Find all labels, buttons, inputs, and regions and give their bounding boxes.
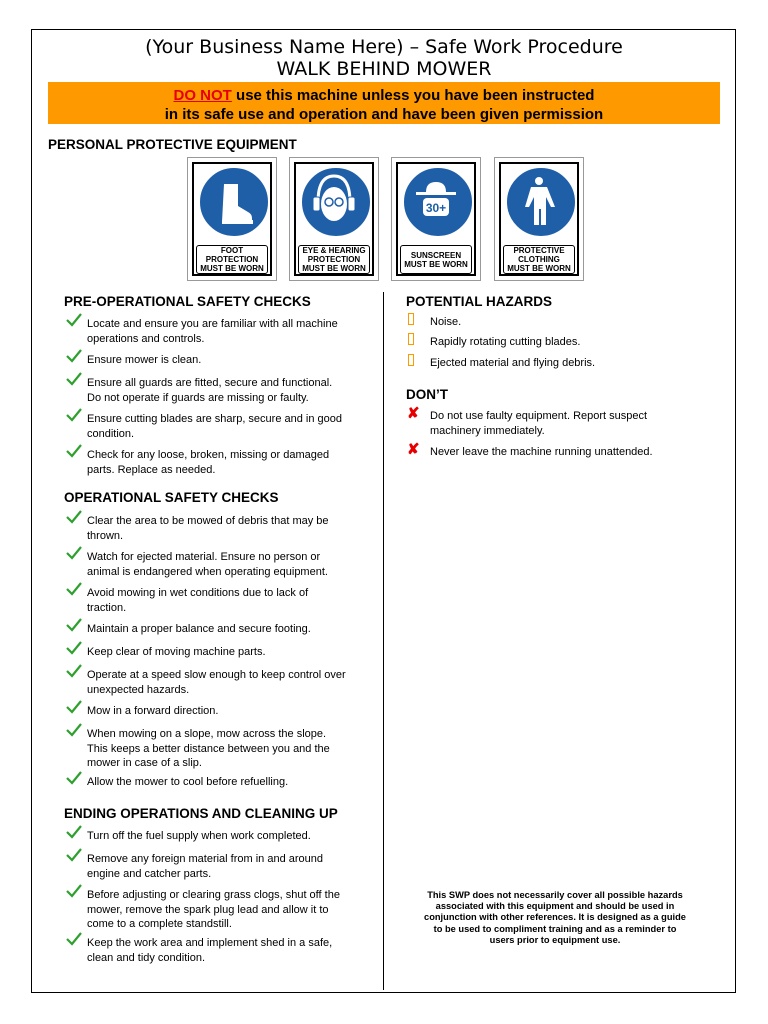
ppe-sign-label: PROTECTIVE CLOTHING MUST BE WORN (503, 245, 575, 274)
checkmark-icon (66, 771, 82, 785)
pre-operational-item (87, 376, 332, 405)
checkmark-icon (66, 546, 82, 560)
ending-item (87, 852, 323, 881)
operational-heading: OPERATIONAL SAFETY CHECKS (64, 490, 279, 505)
checkmark-icon (66, 408, 82, 422)
operational-item (87, 550, 328, 579)
dont-item (430, 445, 653, 460)
ending-heading: ENDING OPERATIONS AND CLEANING UP (64, 806, 338, 821)
ppe-sign-label: SUNSCREEN MUST BE WORN (400, 245, 472, 274)
cross-icon: ✘ (407, 405, 420, 422)
checkmark-icon (66, 641, 82, 655)
checkmark-icon (66, 444, 82, 458)
hazard-item: Rapidly rotating cutting blades. (430, 336, 581, 348)
ppe-sign-sunscreen (391, 157, 481, 281)
cross-icon: ✘ (407, 441, 420, 458)
hazards-heading: POTENTIAL HAZARDS (406, 294, 553, 309)
pre-operational-item (87, 317, 338, 346)
hazard-item: Ejected material and flying debris. (430, 357, 596, 369)
column-divider (383, 292, 384, 990)
operational-item (87, 727, 330, 771)
item-line: Ensure all guards are fitted, secure and functional. (87, 377, 333, 389)
item-line: Clear the area to be mowed of debris that may be (87, 515, 329, 527)
operational-item (87, 622, 311, 637)
checkmark-icon (66, 618, 82, 632)
checkmark-icon (66, 723, 82, 737)
do-not-text: DO NOT (173, 87, 232, 104)
hazard-bullet-icon (408, 333, 414, 345)
hat-sunscreen-icon (398, 164, 478, 244)
checkmark-icon (66, 848, 82, 862)
item-line: Do not use faulty equipment. Report suspect (430, 410, 648, 422)
operational-item (87, 668, 346, 697)
item-line: machinery immediately. (430, 424, 545, 437)
ppe-heading: PERSONAL PROTECTIVE EQUIPMENT (48, 137, 297, 152)
checkmark-icon (66, 349, 82, 363)
pre-operational-heading: PRE-OPERATIONAL SAFETY CHECKS (64, 294, 311, 309)
checkmark-icon (66, 372, 82, 386)
checkmark-icon (66, 884, 82, 898)
item-line: This keeps a better distance between you and the (87, 742, 330, 755)
ppe-sign-foot (187, 157, 277, 281)
ppe-sign-label: FOOT PROTECTION MUST BE WORN (196, 245, 268, 274)
item-line: operations and controls. (87, 332, 205, 345)
checkmark-icon (66, 510, 82, 524)
checkmark-icon (66, 825, 82, 839)
item-line: Locate and ensure you are familiar with all machine (87, 318, 338, 330)
item-line: mower, remove the spark plug lead and allow it to (87, 903, 329, 916)
item-line: Keep the work area and implement shed in a safe, (87, 937, 333, 949)
operational-item (87, 645, 266, 660)
hazard-item: Noise. (430, 316, 462, 328)
item-line: engine and catcher parts. (87, 867, 212, 880)
item-line: Never leave the machine running unattended. (430, 446, 653, 458)
machine-title: WALK BEHIND MOWER (276, 58, 492, 80)
item-line: Before adjusting or clearing grass clogs, shut off the (87, 889, 340, 901)
item-line: unexpected hazards. (87, 683, 190, 696)
item-line: thrown. (87, 529, 124, 542)
overalls-icon (501, 164, 581, 244)
item-line: Turn off the fuel supply when work completed. (87, 830, 311, 842)
disclaimer-note: This SWP does not necessarily cover all possible hazards associated with this equipment and should be used in conjunction with other references. It is designed as a guide to be used to compliment training and as a reminder to users prior to equipment use. (424, 890, 686, 945)
ending-item (87, 936, 332, 965)
checkmark-icon (66, 700, 82, 714)
banner-line-1-rest: use this machine unless you have been instructed (231, 87, 595, 104)
ppe-sign-label: EYE & HEARING PROTECTION MUST BE WORN (298, 245, 370, 274)
boot-icon (194, 164, 274, 244)
operational-item (87, 514, 329, 543)
item-line: clean and tidy condition. (87, 951, 206, 964)
checkmark-icon (66, 582, 82, 596)
ppe-sign-clothing (494, 157, 584, 281)
hazard-bullet-icon (408, 354, 414, 366)
item-line: Watch for ejected material. Ensure no person or (87, 551, 321, 563)
item-line: Check for any loose, broken, missing or damaged (87, 449, 330, 461)
business-title: (Your Business Name Here) – Safe Work Procedure (145, 36, 623, 58)
item-line: mower in case of a slip. (87, 757, 202, 769)
operational-item (87, 775, 288, 790)
item-line: Ensure cutting blades are sharp, secure and in good (87, 413, 342, 425)
checkmark-icon (66, 932, 82, 946)
item-line: Avoid mowing in wet conditions due to lack of (87, 587, 309, 599)
pre-operational-item (87, 448, 329, 477)
dont-item (430, 409, 647, 438)
operational-item (87, 586, 308, 615)
checkmark-icon (66, 664, 82, 678)
checkmark-icon (66, 313, 82, 327)
banner-line-2: in its safe use and operation and have been given permission (164, 106, 604, 123)
item-line: parts. Replace as needed. (87, 463, 216, 476)
item-line: traction. (87, 601, 127, 614)
item-line: Mow in a forward direction. (87, 705, 219, 717)
face-earmuffs-icon (296, 164, 376, 244)
ending-item (87, 829, 311, 844)
pre-operational-item (87, 353, 201, 368)
item-line: Maintain a proper balance and secure footing. (87, 623, 311, 635)
operational-item (87, 704, 218, 719)
ending-item (87, 888, 340, 932)
warning-banner (48, 82, 720, 124)
item-line: Operate at a speed slow enough to keep control over (87, 669, 346, 681)
ppe-sign-eye-hearing (289, 157, 379, 281)
hazard-bullet-icon (408, 313, 414, 325)
item-line: animal is endangered when operating equipment. (87, 565, 328, 578)
item-line: Remove any foreign material from in and around (87, 853, 324, 865)
pre-operational-item (87, 412, 342, 441)
banner-line-1 (48, 86, 720, 105)
dont-heading: DON’T (406, 387, 448, 402)
spf-badge: 30+ (425, 201, 447, 215)
item-line: Do not operate if guards are missing or faulty. (87, 391, 309, 404)
item-line: Allow the mower to cool before refuelling. (87, 776, 289, 788)
item-line: condition. (87, 427, 135, 440)
item-line: When mowing on a slope, mow across the slope. (87, 728, 327, 740)
item-line: come to a complete standstill. (87, 918, 232, 930)
item-line: Ensure mower is clean. (87, 354, 202, 366)
item-line: Keep clear of moving machine parts. (87, 646, 266, 658)
